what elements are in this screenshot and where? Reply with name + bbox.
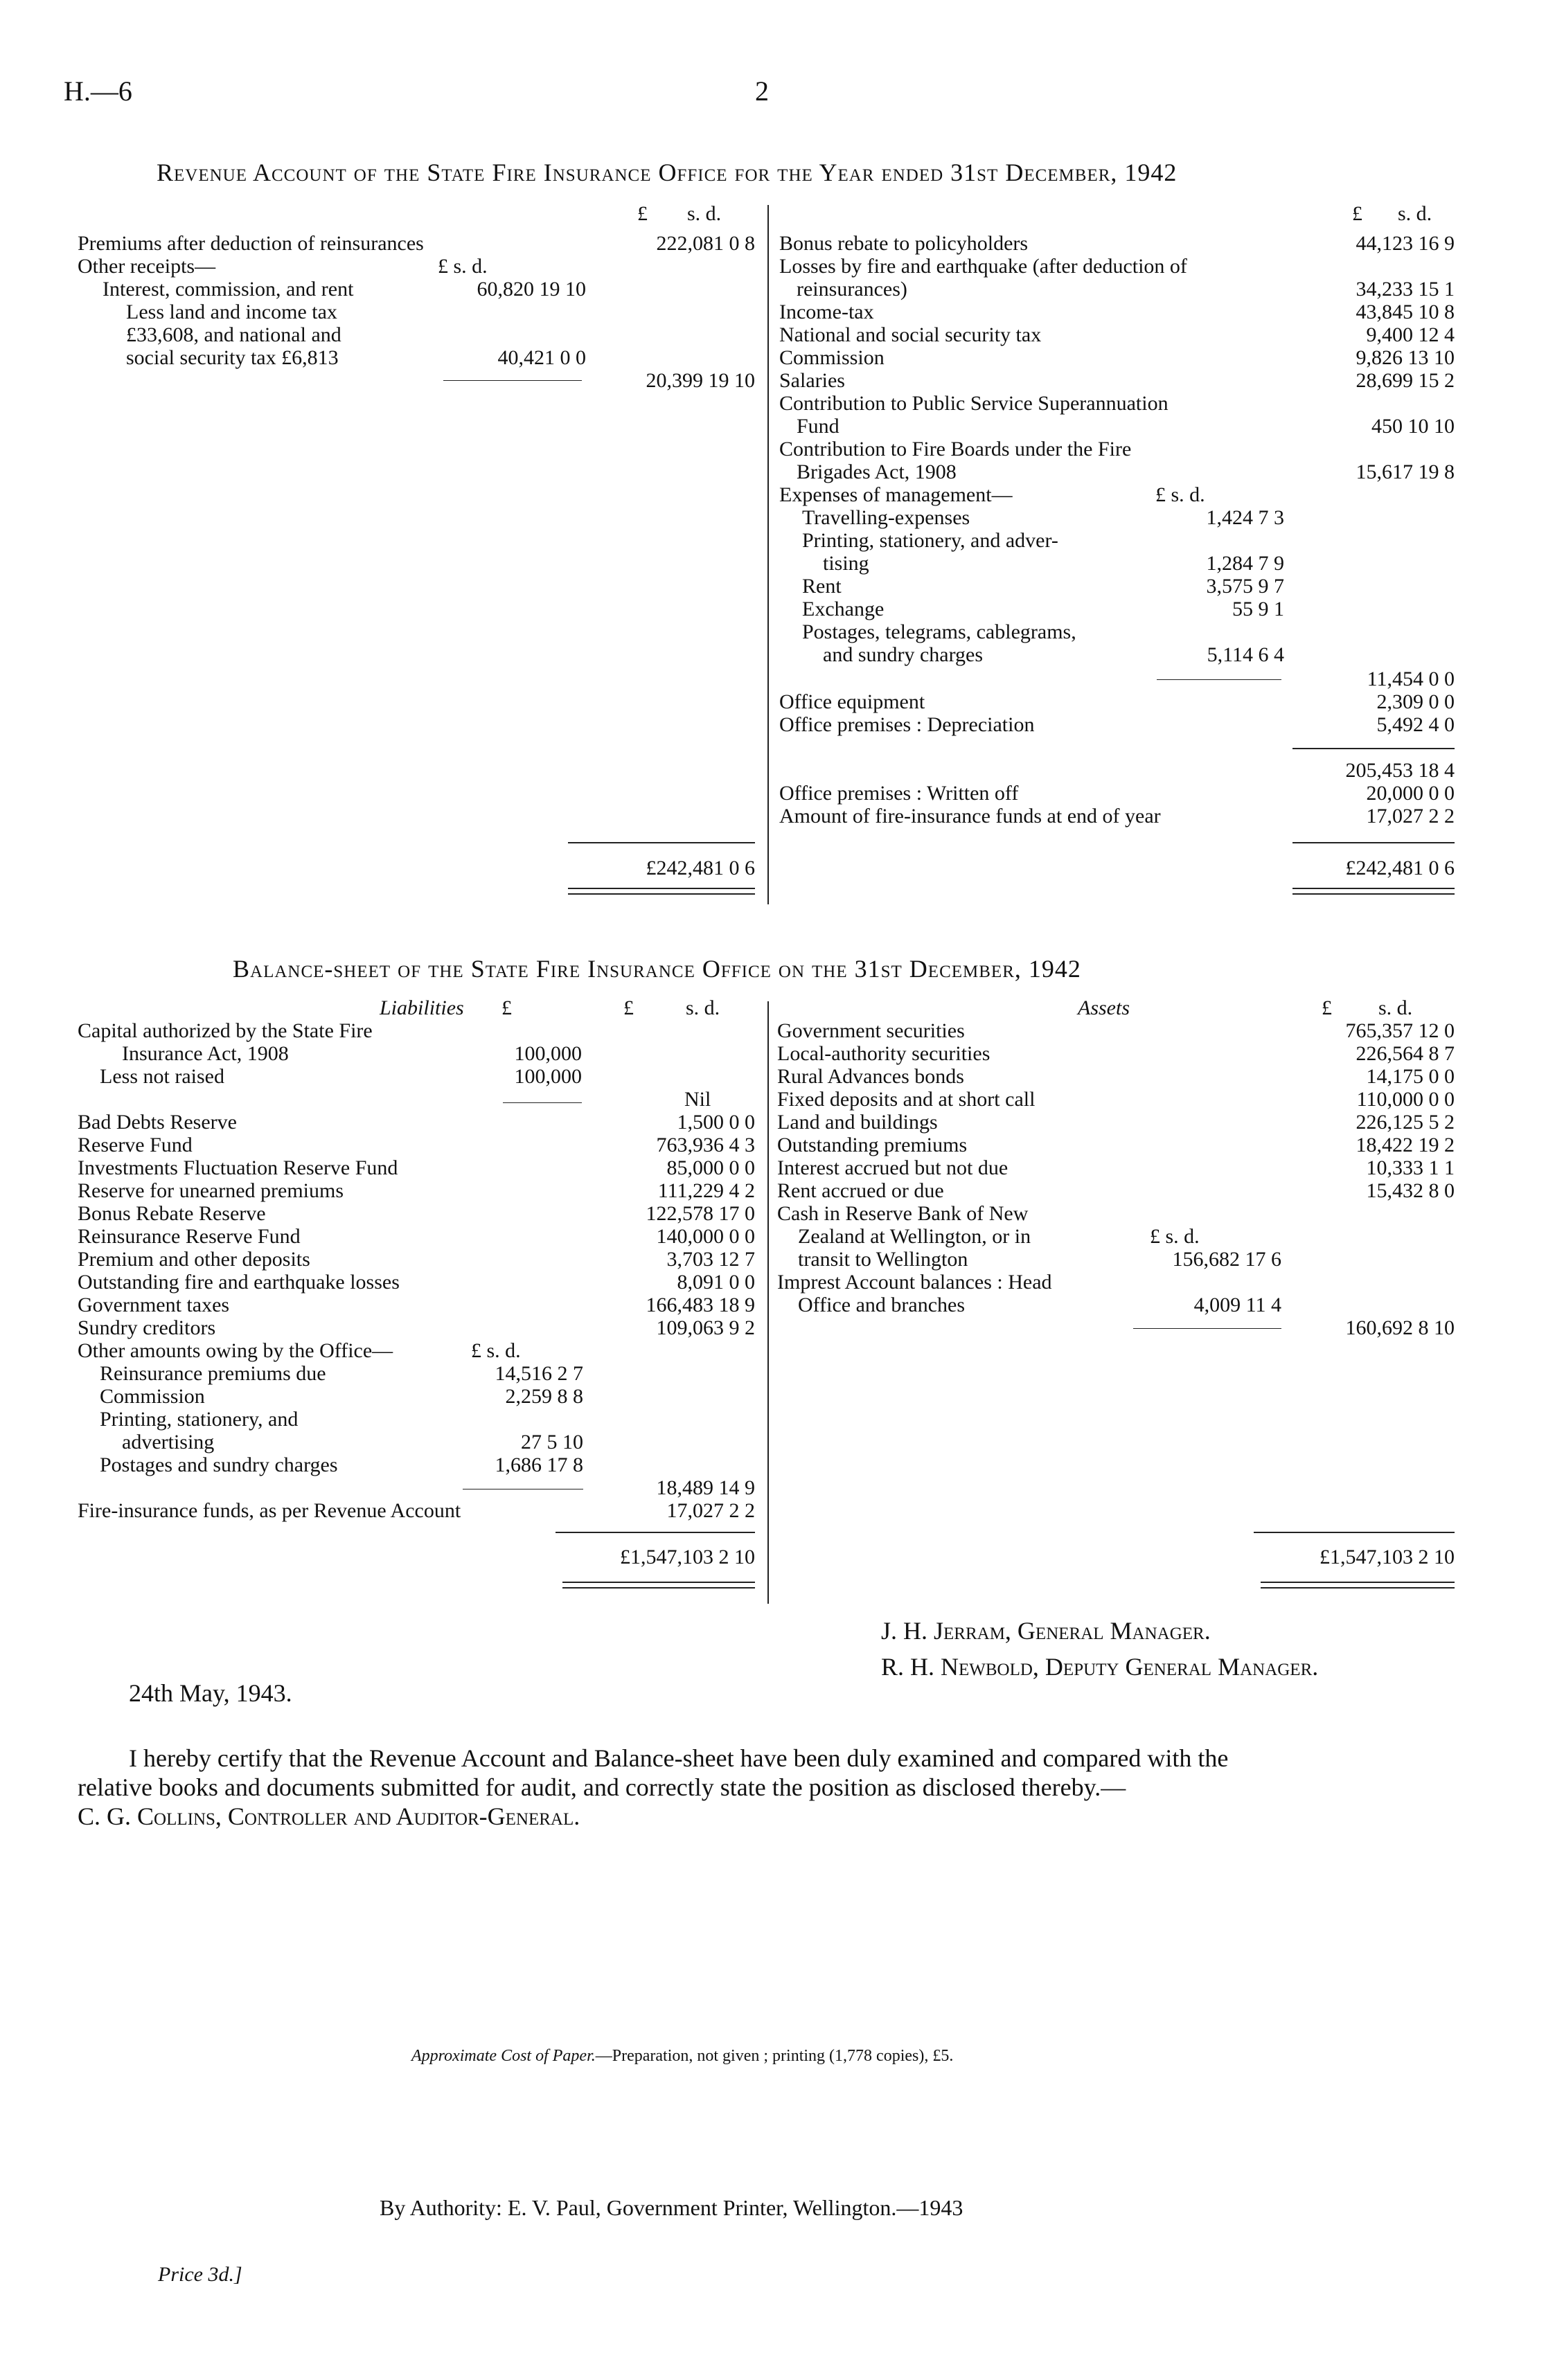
revenue-left-pound-heading: £ — [637, 202, 648, 225]
owing-label: Other amounts owing by the Office— — [78, 1339, 393, 1362]
management-item-amount: 1,424 7 3 — [1206, 506, 1284, 529]
liabilities-pound-heading-2: £ — [623, 996, 634, 1019]
liability-label: Investments Fluctuation Reserve Fund — [78, 1156, 398, 1179]
assets-pound-heading: £ — [1322, 996, 1332, 1019]
document-reference: H.—6 — [64, 75, 132, 107]
expenses-management-label: Expenses of management— — [779, 483, 1013, 506]
expense-row-label: Bonus rebate to policyholders — [779, 232, 1029, 255]
revenue-right-total: £242,481 0 6 — [1345, 857, 1455, 879]
revenue-left-sd-heading: s. d. — [687, 202, 722, 225]
liability-amount: 8,091 0 0 — [677, 1271, 755, 1294]
less-tax-line-3: social security tax £6,813 — [126, 346, 339, 369]
cash-line-1: Cash in Reserve Bank of New — [777, 1202, 1029, 1225]
expense-row-label: Contribution to Fire Boards under the Fire — [779, 438, 1132, 460]
funds-end-amount: 17,027 2 2 — [1366, 805, 1455, 827]
cost-label: Approximate Cost of Paper. — [411, 2047, 596, 2065]
liability-label: Premium and other deposits — [78, 1248, 310, 1271]
management-item-amount: 3,575 9 7 — [1206, 575, 1284, 598]
not-raised-amount: 100,000 — [514, 1065, 582, 1088]
asset-label: Land and buildings — [777, 1111, 938, 1134]
expense-row-label: Fund — [797, 415, 839, 438]
written-off-label: Office premises : Written off — [779, 782, 1019, 805]
owing-item-label: advertising — [122, 1431, 215, 1453]
owing-item-amount: 2,259 8 8 — [505, 1385, 583, 1408]
office-equipment-amount: 2,309 0 0 — [1376, 690, 1455, 713]
asset-amount: 10,333 1 1 — [1366, 1156, 1455, 1179]
imprest-amount: 4,009 11 4 — [1193, 1294, 1281, 1316]
expense-row-label: Salaries — [779, 369, 845, 392]
expense-row-label: National and social security tax — [779, 323, 1042, 346]
less-tax-line-1: Less land and income tax — [126, 301, 337, 323]
revenue-left-total-rule — [568, 842, 755, 843]
assets-total: £1,547,103 2 10 — [1320, 1546, 1455, 1568]
management-item-label: and sundry charges — [823, 643, 984, 666]
revenue-right-pound-heading: £ — [1352, 202, 1362, 225]
management-item-label: Travelling-expenses — [802, 506, 970, 529]
revenue-right-double-rule — [1292, 888, 1455, 895]
expenses-management-currency: £ s. d. — [1155, 483, 1205, 506]
funds-end-label: Amount of fire-insurance funds at end of year — [779, 805, 1161, 827]
balance-sheet-title: Balance-sheet of the State Fire Insurance Office on the 31st December, 1942 — [233, 955, 1081, 983]
management-item-label: tising — [823, 552, 869, 575]
liability-label: Government taxes — [78, 1294, 230, 1316]
liabilities-total-rule — [556, 1532, 755, 1533]
management-item-label: Postages, telegrams, cablegrams, — [802, 620, 1076, 643]
revenue-left-total: £242,481 0 6 — [646, 857, 755, 879]
depreciation-label: Office premises : Depreciation — [779, 713, 1035, 736]
liabilities-pound-heading: £ — [501, 996, 512, 1019]
cash-total: 160,692 8 10 — [1345, 1316, 1455, 1339]
other-receipts-currency: £ s. d. — [438, 255, 488, 278]
revenue-account-title: Revenue Account of the State Fire Insurance Office for the Year ended 31st December, 1942 — [157, 159, 1178, 186]
interest-label: Interest, commission, and rent — [103, 278, 354, 301]
expense-row-amount: 44,123 16 9 — [1356, 232, 1455, 255]
liability-label: Reserve Fund — [78, 1134, 193, 1156]
asset-amount: 14,175 0 0 — [1366, 1065, 1455, 1088]
general-manager-signature: J. H. Jerram, General Manager. — [881, 1617, 1211, 1645]
assets-total-rule — [1254, 1532, 1455, 1533]
imprest-line-1: Imprest Account balances : Head — [777, 1271, 1052, 1294]
premiums-label: Premiums after deduction of reinsurances — [78, 232, 424, 255]
liability-amount: 1,500 0 0 — [677, 1111, 755, 1134]
revenue-column-divider — [767, 205, 769, 904]
management-item-amount: 1,284 7 9 — [1206, 552, 1284, 575]
report-date: 24th May, 1943. — [129, 1679, 292, 1707]
management-item-amount: 55 9 1 — [1232, 598, 1284, 620]
assets-sd-heading: s. d. — [1378, 996, 1413, 1019]
liability-amount: 763,936 4 3 — [656, 1134, 755, 1156]
liability-amount: 140,000 0 0 — [656, 1225, 755, 1248]
expense-row-amount: 43,845 10 8 — [1356, 301, 1455, 323]
assets-heading: Assets — [1078, 996, 1130, 1019]
management-item-amount: 5,114 6 4 — [1207, 643, 1284, 666]
liability-label: Reinsurance Reserve Fund — [78, 1225, 301, 1248]
liabilities-sd-heading: s. d. — [686, 996, 720, 1019]
deputy-general-manager-signature: R. H. Newbold, Deputy General Manager. — [881, 1653, 1319, 1681]
management-item-label: Printing, stationery, and adver- — [802, 529, 1058, 552]
expense-row-amount: 15,617 19 8 — [1356, 460, 1455, 483]
cash-rule — [1133, 1328, 1281, 1329]
funds-label: Fire-insurance funds, as per Revenue Account — [78, 1499, 461, 1522]
owing-item-label: Printing, stationery, and — [100, 1408, 299, 1431]
liability-label: Bonus Rebate Reserve — [78, 1202, 266, 1225]
cost-note — [411, 2047, 953, 2066]
management-subtotal-rule — [1157, 679, 1281, 680]
asset-label: Rent accrued or due — [777, 1179, 944, 1202]
expense-row-label: reinsurances) — [797, 278, 907, 301]
less-tax-line-2: £33,608, and national and — [126, 323, 341, 346]
balance-column-divider — [767, 1001, 769, 1604]
liabilities-total: £1,547,103 2 10 — [620, 1546, 755, 1568]
liabilities-double-rule — [562, 1582, 755, 1589]
management-subtotal: 11,454 0 0 — [1367, 668, 1455, 690]
premiums-amount: 222,081 0 8 — [656, 232, 755, 255]
asset-label: Fixed deposits and at short call — [777, 1088, 1036, 1111]
liability-amount: 166,483 18 9 — [646, 1294, 755, 1316]
not-raised-label: Less not raised — [100, 1065, 224, 1088]
asset-amount: 765,357 12 0 — [1345, 1019, 1455, 1042]
government-printer-authority: By Authority: E. V. Paul, Government Printer, Wellington.—1943 — [380, 2195, 963, 2220]
owing-item-amount: 27 5 10 — [521, 1431, 583, 1453]
cash-amount: 156,682 17 6 — [1172, 1248, 1281, 1271]
liability-amount: 109,063 9 2 — [656, 1316, 755, 1339]
expense-row-amount: 9,400 12 4 — [1366, 323, 1455, 346]
revenue-right-total-rule — [1292, 842, 1455, 843]
capital-rule — [503, 1102, 582, 1103]
cash-line-3: transit to Wellington — [798, 1248, 968, 1271]
liability-label: Reserve for unearned premiums — [78, 1179, 344, 1202]
revenue-subtotal: 205,453 18 4 — [1345, 759, 1455, 782]
expense-row-amount: 450 10 10 — [1371, 415, 1455, 438]
asset-label: Outstanding premiums — [777, 1134, 968, 1156]
funds-amount: 17,027 2 2 — [666, 1499, 755, 1522]
assets-double-rule — [1261, 1582, 1455, 1589]
expense-row-label: Contribution to Public Service Superannuation — [779, 392, 1169, 415]
liability-amount: 85,000 0 0 — [666, 1156, 755, 1179]
cash-line-2: Zealand at Wellington, or in — [798, 1225, 1031, 1248]
certificate-line-1: I hereby certify that the Revenue Account and Balance-sheet have been duly examined and compared with the — [129, 1744, 1229, 1772]
capital-nil: Nil — [684, 1088, 711, 1111]
expense-row-amount: 28,699 15 2 — [1356, 369, 1455, 392]
revenue-subtotal-rule — [1292, 748, 1455, 749]
management-item-label: Exchange — [802, 598, 885, 620]
less-tax-amount: 40,421 0 0 — [497, 346, 586, 369]
asset-amount: 110,000 0 0 — [1356, 1088, 1455, 1111]
expense-row-amount: 9,826 13 10 — [1356, 346, 1455, 369]
management-item-label: Rent — [802, 575, 842, 598]
liability-amount: 111,229 4 2 — [657, 1179, 755, 1202]
asset-label: Local-authority securities — [777, 1042, 990, 1065]
imprest-line-2: Office and branches — [798, 1294, 965, 1316]
liabilities-heading: Liabilities — [380, 996, 464, 1019]
depreciation-amount: 5,492 4 0 — [1376, 713, 1455, 736]
owing-item-label: Commission — [100, 1385, 205, 1408]
expense-row-amount: 34,233 15 1 — [1356, 278, 1455, 301]
asset-amount: 226,564 8 7 — [1356, 1042, 1455, 1065]
interest-amount: 60,820 19 10 — [477, 278, 586, 301]
expense-row-label: Brigades Act, 1908 — [797, 460, 957, 483]
expense-row-label: Losses by fire and earthquake (after deduction of — [779, 255, 1187, 278]
other-receipts-total: 20,399 19 10 — [646, 369, 755, 392]
page-number: 2 — [755, 75, 769, 107]
cash-currency: £ s. d. — [1150, 1225, 1200, 1248]
capital-line-2: Insurance Act, 1908 — [122, 1042, 289, 1065]
asset-label: Government securities — [777, 1019, 965, 1042]
written-off-amount: 20,000 0 0 — [1366, 782, 1455, 805]
office-equipment-label: Office equipment — [779, 690, 925, 713]
expense-row-label: Income-tax — [779, 301, 874, 323]
asset-amount: 18,422 19 2 — [1356, 1134, 1455, 1156]
asset-amount: 226,125 5 2 — [1356, 1111, 1455, 1134]
cost-text: —Preparation, not given ; printing (1,778 copies), £5. — [595, 2047, 954, 2065]
asset-label: Rural Advances bonds — [777, 1065, 964, 1088]
owing-currency: £ s. d. — [471, 1339, 521, 1362]
liability-label: Outstanding fire and earthquake losses — [78, 1271, 400, 1294]
liability-label: Sundry creditors — [78, 1316, 216, 1339]
liability-label: Bad Debts Reserve — [78, 1111, 237, 1134]
liability-amount: 122,578 17 0 — [646, 1202, 755, 1225]
owing-item-amount: 14,516 2 7 — [495, 1362, 583, 1385]
revenue-right-sd-heading: s. d. — [1398, 202, 1432, 225]
certificate-line-2: relative books and documents submitted for audit, and correctly state the position as disclosed thereby.— — [78, 1773, 1126, 1801]
owing-item-amount: 1,686 17 8 — [495, 1453, 583, 1476]
other-receipts-rule — [443, 380, 582, 381]
asset-amount: 15,432 8 0 — [1366, 1179, 1455, 1202]
owing-total: 18,489 14 9 — [656, 1476, 755, 1499]
other-receipts-label: Other receipts— — [78, 255, 216, 278]
owing-item-label: Postages and sundry charges — [100, 1453, 338, 1476]
price: Price 3d.] — [158, 2263, 242, 2286]
certificate-line-3: C. G. Collins, Controller and Auditor-General. — [78, 1802, 580, 1830]
capital-amount: 100,000 — [514, 1042, 582, 1065]
expense-row-label: Commission — [779, 346, 885, 369]
asset-label: Interest accrued but not due — [777, 1156, 1009, 1179]
revenue-left-double-rule — [568, 888, 755, 895]
liability-amount: 3,703 12 7 — [666, 1248, 755, 1271]
capital-line-1: Capital authorized by the State Fire — [78, 1019, 373, 1042]
owing-item-label: Reinsurance premiums due — [100, 1362, 326, 1385]
